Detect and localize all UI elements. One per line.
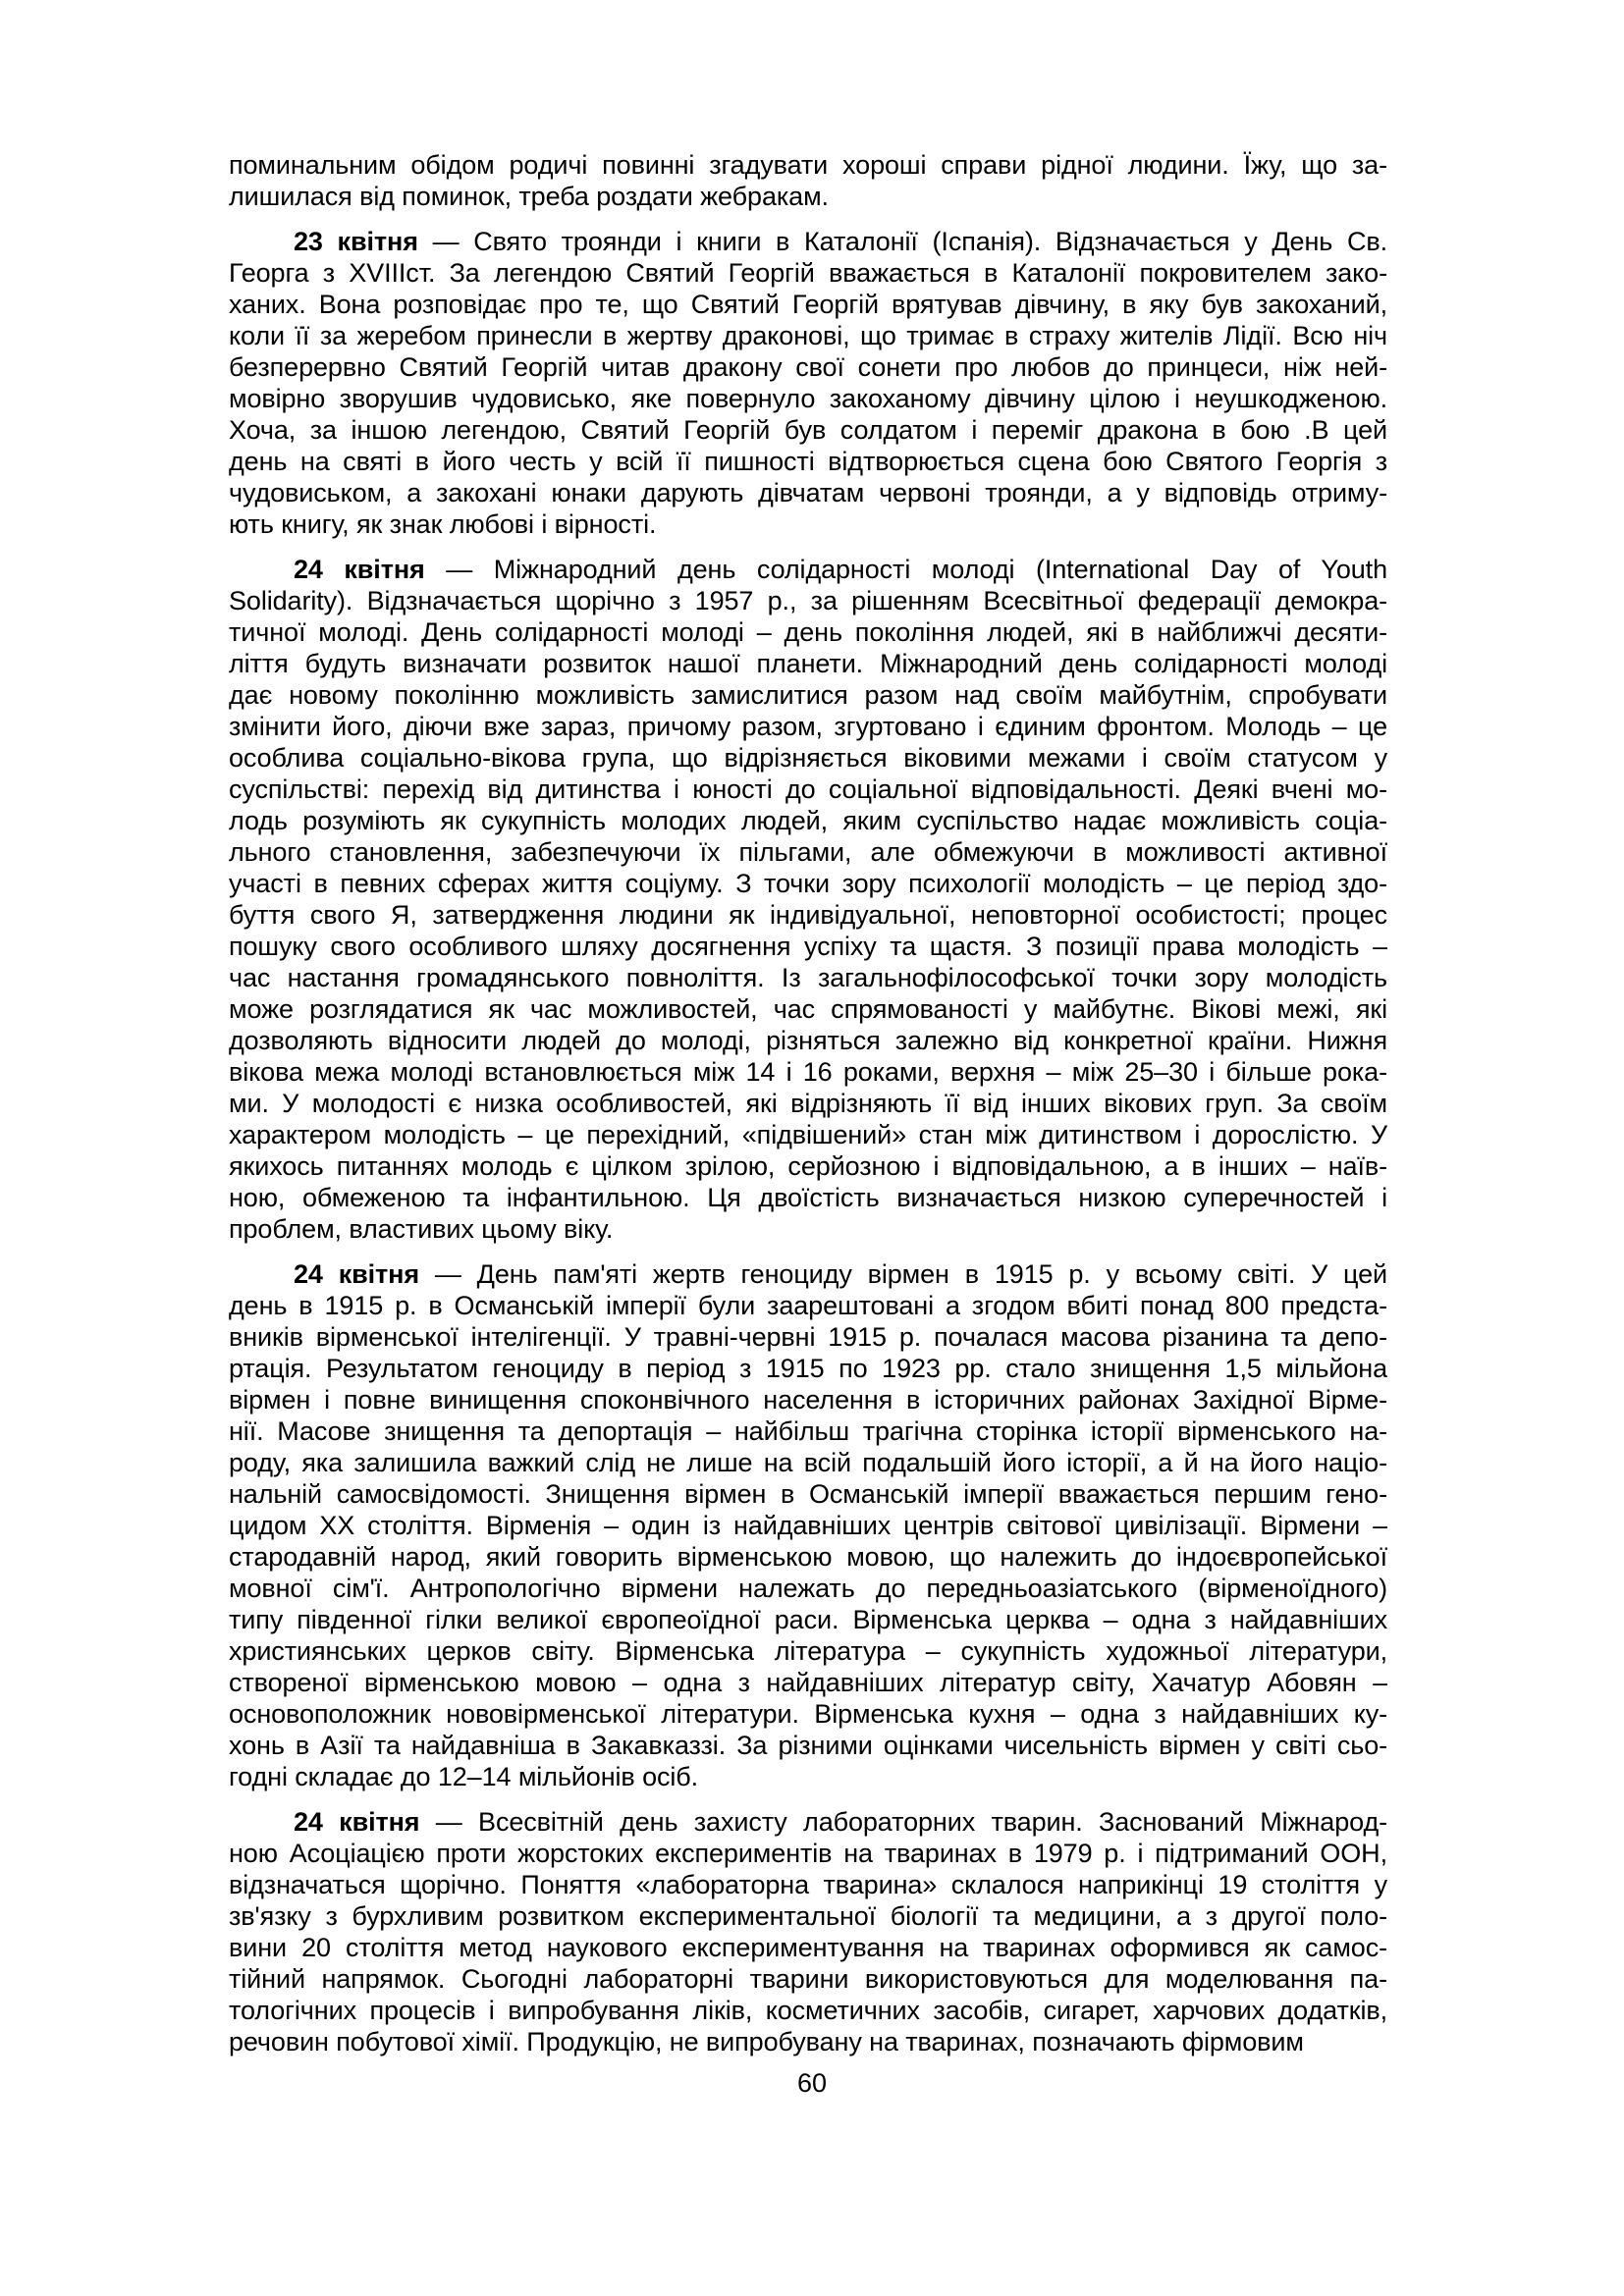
text-line: дає новому поколінню можливість замислитися разом над своїм майбутнім, спробувати bbox=[229, 680, 1387, 710]
date-heading: 24 квітня bbox=[294, 1259, 420, 1289]
text-line: Solidarity). Відзначається щорічно з 1957 р., за рішенням Всесвітньої федерації демокра- bbox=[229, 586, 1387, 615]
paragraph bbox=[229, 1258, 1387, 1792]
text-line: особлива соціально-вікова група, що відрізняється віковими межами і своїм статусом у bbox=[229, 743, 1387, 773]
text-line: 24 квітня — День пам'яті жертв геноциду вірмен в 1915 р. у всьому світі. У цей bbox=[294, 1259, 1387, 1289]
date-heading: 24 квітня bbox=[294, 555, 425, 584]
text-line: ють книгу, як знак любові і вірності. bbox=[229, 509, 657, 539]
text-line: нальній самосвідомості. Знищення вірмен в Османській імперії вважається першим гено- bbox=[229, 1479, 1387, 1509]
text-line: буття свого Я, затвердження людини як індивідуальної, неповторної особистості; процес bbox=[229, 900, 1387, 930]
text-line: стародавній народ, який говорить вірменською мовою, що належить до індоєвропейської bbox=[229, 1542, 1387, 1572]
text-line: 24 квітня — Всесвітній день захисту лабораторних тварин. Заснований Міжнарод- bbox=[294, 1807, 1387, 1837]
text-line: зв'язку з бурхливим розвитком експериментальної біології та медицини, а з другої поло- bbox=[229, 1901, 1387, 1931]
text-line: час настання громадянського повноліття. Із загальнофілософської точки зору молодість bbox=[229, 963, 1387, 992]
text-line: вників вірменської інтелігенції. У травні-червні 1915 р. почалася масова різанина та депо- bbox=[229, 1322, 1387, 1352]
text-line: нії. Масове знищення та депортація – найбільш трагічна сторінка історії вірменського на- bbox=[229, 1416, 1387, 1446]
text-line: ною Асоціацією проти жорстоких експериментів на тваринах в 1979 р. і підтриманий ООН, bbox=[229, 1839, 1387, 1868]
text-line: участі в певних сферах життя соціуму. З точки зору психології молодість – це період здо- bbox=[229, 869, 1387, 898]
text-line: цидом XX століття. Вірменія – один із найдавніших центрів світової цивілізації. Вірмени – bbox=[229, 1511, 1387, 1540]
text-line: ртація. Результатом геноциду в період з 1915 по 1923 рр. стало знищення 1,5 мільйона bbox=[229, 1354, 1387, 1383]
text-line: ми. У молодості є низка особливостей, які відрізняють її від інших вікових груп. За своїм bbox=[229, 1089, 1387, 1118]
text-line: 23 квітня — Свято троянди і книги в Каталонії (Іспанія). Відзначається у День Св. bbox=[294, 227, 1387, 256]
text-line: льного становлення, забезпечуючи їх пільгами, але обмежуючи в можливості активної bbox=[229, 837, 1387, 867]
text-line: може розглядатися як час можливостей, час спрямованості у майбутнє. Вікові межі, які bbox=[229, 994, 1387, 1024]
text-line: лодь розуміють як сукупність молодих людей, яким суспільство надає можливість соціа- bbox=[229, 806, 1387, 835]
text-line: тійний напрямок. Сьогодні лабораторні тварини використовуються для моделювання па- bbox=[229, 1964, 1387, 1994]
text-line: вірмен і повне винищення споконвічного населення в історичних районах Західної Вірме- bbox=[229, 1385, 1387, 1415]
text-line: чудовиськом, а закохані юнаки дарують дівчатам червоні троянди, а у відповідь отриму- bbox=[229, 478, 1387, 507]
text-line: поминальним обідом родичі повинні згадувати хороші справи рідної людини. Їжу, що за- bbox=[229, 150, 1387, 180]
text-line: годні складає до 12–14 мільйонів осіб. bbox=[229, 1762, 699, 1791]
text-line: Хоча, за іншою легендою, Святий Георгій був солдатом і переміг дракона в бою .В цей bbox=[229, 415, 1387, 445]
text-line: тологічних процесів і випробування ліків, косметичних засобів, сигарет, харчових додатків, bbox=[229, 1996, 1387, 2025]
page-number: 60 bbox=[796, 2068, 828, 2098]
text-line: безперервно Святий Георгій читав дракону свої сонети про любов до принцеси, ніж ней- bbox=[229, 352, 1387, 382]
text-line: тичної молоді. День солідарності молоді – день покоління людей, які в найближчі десяти- bbox=[229, 617, 1387, 647]
text-line: день на святі в його честь у всій її пишності відтворюється сцена бою Святого Георгія з bbox=[229, 447, 1387, 476]
text-line: ханих. Вона розповідає про те, що Святий Георгій врятував дівчину, в яку був закоханий, bbox=[229, 290, 1387, 319]
text-line: ліття будуть визначати розвиток нашої планети. Міжнародний день солідарності молоді bbox=[229, 649, 1387, 678]
paragraph bbox=[229, 149, 1387, 212]
text-line: відзначаться щорічно. Поняття «лабораторна тварина» склалося наприкінці 19 століття у bbox=[229, 1870, 1387, 1899]
text-line: змінити його, діючи вже зараз, причому разом, згуртовано і єдиним фронтом. Молодь – це bbox=[229, 712, 1387, 741]
text-line: Георга з XVIIIст. За легендою Святий Георгій вважається в Каталонії покровителем зако- bbox=[229, 258, 1387, 288]
text-line: якихось питаннях молодь є цілком зрілою, серйозною і відповідальною, а в інших – наїв- bbox=[229, 1151, 1387, 1181]
text-line: лишилася від поминок, треба роздати жебракам. bbox=[229, 182, 829, 211]
text-line: проблем, властивих цьому віку. bbox=[229, 1214, 614, 1244]
text-line: хонь в Азії та найдавніша в Закавказзі. За різними оцінками чисельність вірмен у світі сьо- bbox=[229, 1731, 1387, 1760]
text-line: ною, обмеженою та інфантильною. Ця двоїстість визначається низкою суперечностей і bbox=[229, 1183, 1387, 1212]
date-heading: 23 квітня bbox=[294, 227, 418, 256]
text-line: створеної вірменською мовою – одна з найдавніших літератур світу, Хачатур Абовян – bbox=[229, 1668, 1387, 1697]
text-line: дозволяють відносити людей до молоді, різняться залежно від конкретної країни. Нижня bbox=[229, 1026, 1387, 1055]
text-line: вікова межа молоді встановлюється між 14 і 16 роками, верхня – між 25–30 і більше рока- bbox=[229, 1057, 1387, 1087]
text-line: мовірно зворушив чудовисько, яке повернуло закоханому дівчину цілою і неушкодженою. bbox=[229, 384, 1387, 413]
text-line: християнських церков світу. Вірменська література – сукупність художньої літератури, bbox=[229, 1636, 1387, 1666]
text-line: вини 20 століття метод наукового експериментування на тваринах оформився як самос- bbox=[229, 1933, 1387, 1962]
text-line: 24 квітня — Міжнародний день солідарності молоді (International Day of Youth bbox=[294, 555, 1387, 584]
text-line: типу південної гілки великої європеоїдної раси. Вірменська церква – одна з найдавніших bbox=[229, 1605, 1387, 1634]
text-line: день в 1915 р. в Османській імперії були заарештовані а згодом вбиті понад 800 предста- bbox=[229, 1291, 1387, 1320]
text-line: суспільстві: перехід від дитинства і юності до соціальної відповідальності. Деякі вчені мо- bbox=[229, 774, 1387, 804]
text-block bbox=[229, 149, 1387, 2057]
text-line: пошуку свого особливого шляху досягнення успіху та щастя. З позиції права молодість – bbox=[229, 932, 1387, 961]
text-line: мовної сім'ї. Антропологічно вірмени належать до передньоазіатського (вірменоїдного) bbox=[229, 1574, 1387, 1603]
date-heading: 24 квітня bbox=[294, 1807, 420, 1837]
text-line: характером молодість – це перехідний, «підвішений» стан між дитинством і дорослістю. У bbox=[229, 1120, 1387, 1149]
text-line: речовин побутової хімії. Продукцію, не випробувану на тваринах, позначають фірмовим bbox=[229, 2027, 1304, 2056]
paragraph bbox=[229, 1806, 1387, 2057]
paragraph bbox=[229, 554, 1387, 1245]
paragraph bbox=[229, 226, 1387, 540]
text-line: коли її за жеребом принесли в жертву драконові, що тримає в страху жителів Лідії. Всю ніч bbox=[229, 321, 1387, 350]
text-line: основоположник нововірменської літератури. Вірменська кухня – одна з найдавніших ку- bbox=[229, 1699, 1387, 1729]
text-line: роду, яка залишила важкий слід не лише на всій подальшій його історії, а й на його націо- bbox=[229, 1448, 1387, 1477]
